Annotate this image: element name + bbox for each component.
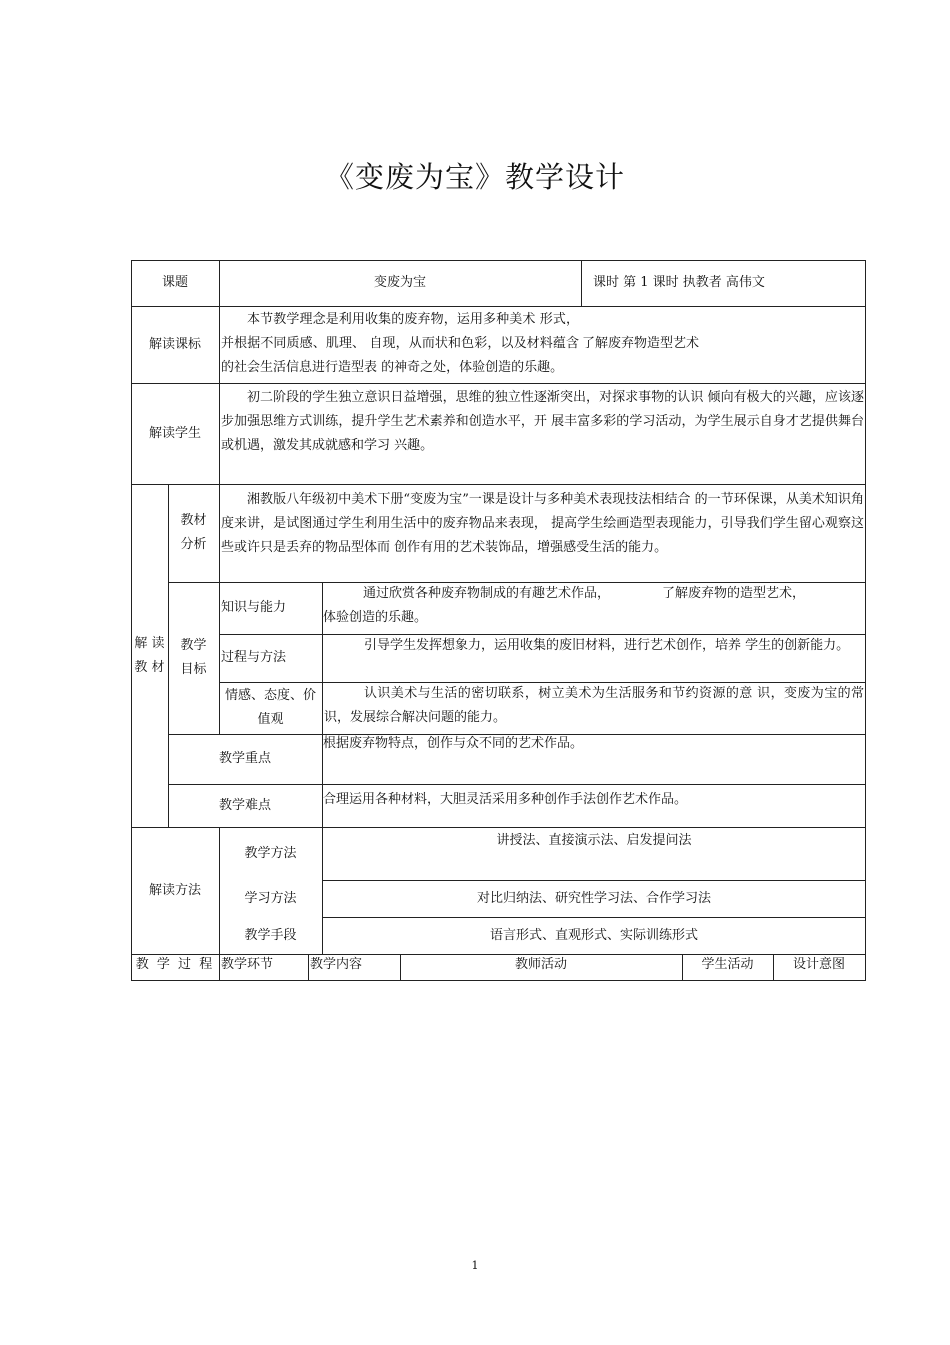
goal-knowledge-text-a: 通过欣赏各种废弃物制成的有趣艺术作品， [363, 586, 611, 601]
difficulty-text: 合理运用各种材料，大胆灵活采用多种创作手法创作艺术作品。 [323, 792, 688, 807]
col-stage: 教学环节 [221, 957, 274, 972]
col-intent: 设计意图 [792, 957, 845, 972]
col-student: 学生活动 [701, 957, 754, 972]
page-number: 1 [471, 1259, 479, 1272]
teaching-method-value: 讲授法、直接演示法、启发提问法 [496, 833, 692, 848]
lesson-meta: 课时 第 1 课时 执教者 高伟文 [593, 275, 765, 290]
goal-knowledge-text-b: 了解废弃物的造型艺术， [662, 586, 806, 601]
difficulty-label: 教学难点 [218, 797, 271, 813]
textbook-label: 解 读 教 材 [134, 635, 165, 675]
goals-label: 教学 目标 [180, 638, 207, 677]
goal-knowledge-label: 知识与能力 [221, 600, 287, 615]
teaching-method-label: 教学方法 [244, 845, 297, 861]
topic-label: 课题 [161, 275, 188, 290]
col-content: 教学内容 [310, 957, 363, 972]
curriculum-aside: 了解废弃物造型艺术 [582, 336, 700, 351]
curriculum-text: 本节教学理念是利用收集的废弃物，运用多种美术 形式，并根据不同质感、肌理、 自现，从而状和色彩，以及材料蕴含的社会生活信息进行造型表 的神奇之处，体验创造的乐趣。 [221, 312, 579, 375]
key-point-label: 教学重点 [218, 751, 271, 766]
teaching-means-value: 语言形式、直观形式、实际训练形式 [489, 927, 698, 943]
goal-attitude-text: 认识美术与生活的密切联系，树立美术为生活服务和节约资源的意 识，变废为宝的常识，发展综合解决问题的能力。 [324, 686, 864, 725]
document-title: 《变废为宝》教学设计 [324, 160, 625, 194]
goal-process-label: 过程与方法 [221, 650, 287, 665]
topic-value: 变废为宝 [373, 275, 426, 290]
curriculum-label: 解读课标 [148, 336, 201, 352]
analysis-label: 教材 分析 [180, 513, 207, 552]
teaching-means-label: 教学手段 [244, 927, 297, 943]
goal-knowledge-text-c: 体验创造的乐趣。 [323, 610, 428, 625]
goal-attitude-label: 情感、态度、价值观 [225, 688, 317, 727]
learning-method-label: 学习方法 [244, 890, 297, 906]
analysis-text: 湘教版八年级初中美术下册“变废为宝”一课是设计与多种美术表现技法相结合 的一节环保课，从美术知识角度来讲，是试图通过学生利用生活中的废弃物品来表现， 提高学生绘画造型表现能力，引导我们学生留心观察这些或许只是丢弃的物品型体而 创作有用的艺术装饰品，增强感受生活的能力。 [221, 492, 864, 555]
key-point-text: 根据废弃物特点，创作与众不同的艺术作品。 [323, 736, 584, 751]
students-text: 初二阶段的学生独立意识日益增强，思维的独立性逐渐突出，对探求事物的认识 倾向有极大的兴趣，应该逐步加强思维方式训练，提升学生艺术素养和创造水平，开 展丰富多彩的学习活动，为学生展示自身才艺提供舞台或机遇，激发其成就感和学习 兴趣。 [221, 390, 864, 453]
lesson-plan-table [131, 260, 866, 982]
process-label: 教 学 过 程 [135, 957, 215, 972]
goal-process-text: 引导学生发挥想象力，运用收集的废旧材料，进行艺术创作，培养 学生的创新能力。 [364, 638, 850, 653]
students-label: 解读学生 [148, 425, 201, 441]
methods-label: 解读方法 [148, 882, 201, 898]
col-teacher: 教师活动 [514, 957, 567, 972]
learning-method-value: 对比归纳法、研究性学习法、合作学习法 [476, 890, 711, 906]
